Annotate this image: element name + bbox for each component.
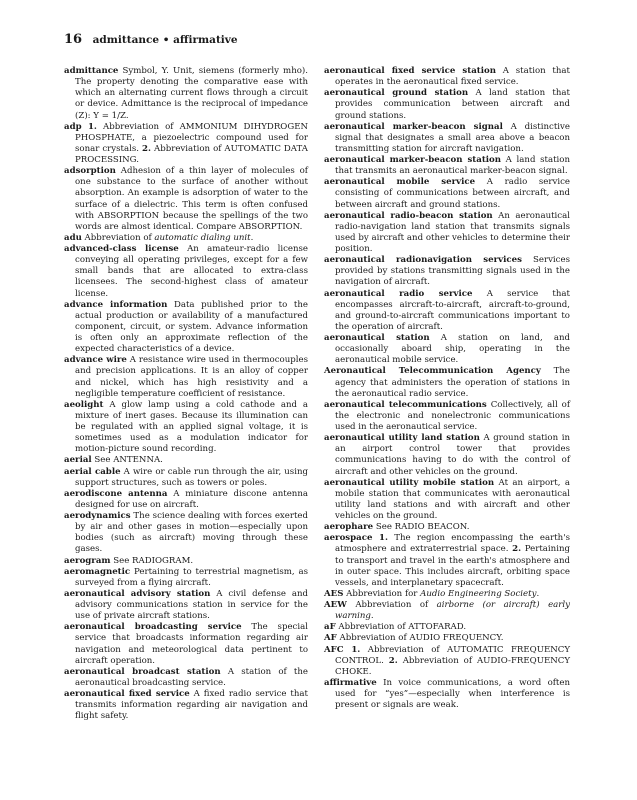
- right-column: [324, 66, 570, 711]
- entry-definition: Symbol, Y. Unit, siemens (formerly mho). The property denoting the comparative ease with which an alternating current flows through a circuit or device. Admittance is the reciprocal of impedance (Z): Y = 1/Z.: [75, 66, 308, 121]
- entry-definition: A fixed radio service that transmits information regarding air navigation and flight safety.: [75, 689, 308, 722]
- entry-definition: Abbreviation of AUTOMATIC FREQUENCY CONTROL.: [335, 644, 570, 666]
- sense-number: 2.: [388, 655, 398, 666]
- entry-definition: A glow lamp using a cold cathode and a mixture of inert gases. Because its illumination can be regulated with an applied signal voltage, it is sometimes used as a modulation indicator for motion-picture sound recording.: [75, 399, 308, 455]
- dictionary-entry: [324, 122, 570, 155]
- entry-definition: In voice communications, a word often used for “yes”—especially when interference is present or signals are weak.: [335, 677, 570, 711]
- entry-definition: Data published prior to the actual production or availability of a manufactured component, circuit, or system. Advance information is often only an approximate reflection of the expected characteristics of a device.: [75, 299, 308, 355]
- entry-headword: aeronautical fixed service station: [324, 66, 496, 76]
- entry-headword: aeronautical broadcasting service: [64, 622, 242, 633]
- dictionary-entry: [324, 633, 570, 644]
- dictionary-entry: [64, 567, 308, 589]
- entry-definition: A distinctive signal that designates a small area above a beacon transmitting station for aircraft navigation.: [335, 121, 570, 154]
- entry-definition: Pertaining to transport and travel in the earth's atmosphere and in outer space. This includes aircraft, orbiting space vessels, and interplanetary spacecraft.: [335, 544, 570, 588]
- entry-definition: A radio service consisting of communications between aircraft, and between aircraft and ground stations.: [335, 177, 570, 210]
- entry-definition: At an airport, a mobile station that communicates with aeronautical utility land stations and with aircraft and other vehicles on the ground.: [335, 477, 571, 521]
- entry-headword: aeronautical fixed service: [64, 689, 190, 699]
- dictionary-entry: [324, 66, 570, 88]
- dictionary-entry: [324, 400, 570, 433]
- dictionary-entry: [324, 333, 570, 366]
- entry-headword: AES: [324, 588, 344, 599]
- entry-headword: aeronautical telecommunications: [324, 399, 487, 410]
- entry-headword: adp: [64, 121, 82, 132]
- entry-headword: aerial: [64, 455, 92, 466]
- entry-headword: aeronautical utility mobile station: [324, 477, 495, 488]
- entry-definition: See RADIO BEACON.: [373, 522, 470, 533]
- entry-definition: Collectively, all of the electronic and nonelectronic communications used in the aeronautical service.: [335, 399, 570, 432]
- entry-headword: admittance: [64, 66, 119, 76]
- entry-headword: AFC: [324, 644, 344, 655]
- entry-italic-term: automatic dialing unit: [154, 232, 251, 243]
- dictionary-entry: [64, 667, 308, 689]
- dictionary-entry: [64, 244, 308, 300]
- entry-definition: Abbreviation of ATTOFARAD.: [335, 622, 467, 633]
- dictionary-entry: [324, 88, 570, 121]
- sense-number: 1.: [81, 121, 97, 132]
- entry-headword: Aeronautical Telecommunication Agency: [324, 366, 541, 377]
- entry-headword: aeolight: [64, 399, 104, 410]
- entry-definition: A station of the aeronautical broadcasting service.: [75, 666, 308, 688]
- entry-headword: aeronautical radio-beacon station: [324, 210, 493, 221]
- dictionary-entry: [64, 489, 308, 511]
- entry-definition: The agency that administers the operation of stations in the aeronautical radio service.: [335, 366, 570, 399]
- dictionary-entry: [64, 622, 308, 667]
- entry-definition: Abbreviation of AMMONIUM DIHYDROGEN PHOSPHATE, a piezoelectric compound used for sonar crystals.: [75, 121, 308, 154]
- dictionary-entry: [64, 233, 308, 244]
- dictionary-entry: [324, 533, 570, 589]
- entry-definition: Abbreviation of AUTOMATIC DATA PROCESSING.: [75, 143, 308, 165]
- entry-headword: aerogram: [64, 555, 111, 566]
- entry-definition: A land station that provides communication between aircraft and ground stations.: [335, 88, 570, 121]
- entry-definition: A civil defense and advisory communications station in service for the use of private aircraft stations.: [75, 588, 308, 622]
- dictionary-entry: [324, 478, 570, 523]
- entry-headword: AEW: [324, 600, 347, 610]
- entry-headword: aerial cable: [64, 466, 121, 477]
- entry-headword: aeronautical mobile service: [324, 177, 476, 188]
- entry-headword: aeronautical marker-beacon signal: [324, 121, 503, 132]
- entry-definition: Services provided by stations transmitting signals used in the navigation of aircraft.: [335, 255, 570, 288]
- dictionary-entry: [324, 522, 570, 533]
- entry-headword: aerophare: [324, 522, 374, 533]
- entry-headword: aeronautical advisory station: [64, 588, 211, 599]
- entry-definition: The region encompassing the earth's atmosphere and extraterrestrial space.: [335, 533, 570, 555]
- entry-definition: See RADIOGRAM.: [110, 555, 194, 566]
- dictionary-entry: [324, 211, 570, 256]
- dictionary-entry: [64, 400, 308, 456]
- sense-number: 1.: [343, 644, 361, 655]
- entry-headword: aeronautical radionavigation services: [324, 255, 522, 266]
- dictionary-entry: [324, 645, 570, 678]
- entry-definition: Abbreviation for: [343, 588, 421, 599]
- entry-headword: advance information: [64, 299, 168, 310]
- entry-headword: aF: [324, 622, 336, 633]
- dictionary-entry: [64, 589, 308, 622]
- dictionary-entry: [324, 155, 570, 177]
- entry-punctuation: .: [536, 588, 540, 599]
- sense-number: 2.: [142, 143, 152, 154]
- entry-headword: aerodiscone antenna: [64, 488, 168, 499]
- dictionary-entry: [324, 255, 570, 288]
- entry-definition: A service that encompasses aircraft-to-aircraft, aircraft-to-ground, and ground-to-aircraft communications important to the operation of aircraft.: [335, 288, 570, 332]
- dictionary-entry: [64, 467, 308, 489]
- dictionary-entry: [324, 589, 570, 600]
- entry-headword: adu: [64, 232, 82, 243]
- entry-headword: adsorption: [64, 166, 116, 177]
- dictionary-entry: [324, 433, 570, 478]
- entry-headword: aeromagnetic: [64, 566, 131, 577]
- entry-definition: Pertaining to terrestrial magnetism, as surveyed from a flying aircraft.: [75, 566, 308, 588]
- entry-italic-term: Audio Engineering Society: [420, 588, 537, 599]
- page-number: 16: [64, 32, 83, 47]
- entry-definition: A station that operates in the aeronautical fixed service.: [335, 66, 570, 88]
- entry-headword: AF: [324, 633, 337, 644]
- entry-definition: An aeronautical radio-navigation land station that transmits signals used by aircraft and other vehicles to determine their position.: [335, 210, 570, 254]
- entry-headword: advanced-class license: [64, 244, 179, 254]
- left-column: [64, 66, 308, 722]
- dictionary-entry: [324, 289, 570, 334]
- sense-number: 1.: [372, 533, 388, 544]
- dictionary-entry: [64, 355, 308, 400]
- dictionary-entry: [64, 166, 308, 233]
- dictionary-entry: [64, 66, 308, 122]
- entry-definition: A resistance wire used in thermocouples and precision applications. It is an alloy of copper and nickel, which has high resistivity and a negligible temperature coefficient of resistance.: [75, 355, 308, 399]
- dictionary-entry: [324, 366, 570, 399]
- entry-definition: An amateur-radio license conveying all operating privileges, except for a few small bands that are allocated to extra-class licensees. The second-highest class of amateur license.: [75, 244, 308, 299]
- entry-headword: aeronautical station: [324, 333, 430, 343]
- entry-definition: The science dealing with forces exerted by air and other gases in motion—especially upon bodies (such as aircraft) moving through these gases.: [75, 511, 308, 555]
- entry-headword: aeronautical broadcast station: [64, 666, 221, 677]
- entry-headword: aeronautical utility land station: [324, 433, 480, 444]
- entry-headword: aeronautical radio service: [324, 288, 473, 299]
- entry-headword: advance wire: [64, 355, 127, 366]
- dictionary-entry: [324, 600, 570, 622]
- entry-definition: Abbreviation of: [346, 600, 437, 610]
- entry-headword: affirmative: [324, 677, 377, 688]
- entry-punctuation: .: [250, 232, 254, 243]
- entry-definition: A station on land, and occasionally aboard ship, operating in the aeronautical mobile service.: [335, 333, 570, 366]
- entry-definition: See ANTENNA.: [91, 455, 163, 466]
- page-header: [64, 32, 574, 47]
- entry-punctuation: .: [370, 611, 374, 622]
- entry-definition: A wire or cable run through the air, using support structures, such as towers or poles.: [75, 466, 309, 488]
- entry-headword: aeronautical marker-beacon station: [324, 155, 502, 165]
- entry-italic-term: airborne (or aircraft) early warning: [335, 600, 570, 622]
- dictionary-entry: [324, 622, 570, 633]
- dictionary-entry: [64, 455, 308, 466]
- entry-definition: A land station that transmits an aeronautical marker-beacon signal.: [335, 155, 570, 177]
- dictionary-entry: [64, 511, 308, 556]
- dictionary-entry: [64, 300, 308, 356]
- entry-headword: aeronautical ground station: [324, 88, 469, 99]
- entry-definition: Adhesion of a thin layer of molecules of one substance to the surface of another without absorption. An example is adsorption of water to the surface of a dielectric. This term is often confused with ABSORPTION because the spellings of the two words are almost identical. Compare ABSORPTION.: [75, 166, 308, 232]
- dictionary-entry: [64, 556, 308, 567]
- guide-words: admittance • affirmative: [92, 34, 238, 46]
- entry-definition: The special service that broadcasts information regarding air navigation and meteorological data pertinent to aircraft operation.: [75, 622, 308, 666]
- dictionary-entry: [64, 689, 308, 722]
- dictionary-entry: [64, 122, 308, 167]
- dictionary-entry: [324, 678, 570, 711]
- entry-headword: aerodynamics: [64, 511, 131, 521]
- entry-definition: Abbreviation of: [81, 232, 155, 243]
- entry-definition: Abbreviation of AUDIO FREQUENCY.: [336, 633, 504, 644]
- entry-definition: A ground station in an airport control tower that provides communications having to do with the control of aircraft and other vehicles on the ground.: [335, 433, 570, 477]
- entry-headword: aerospace: [324, 533, 373, 544]
- entry-definition: Abbreviation of AUDIO-FREQUENCY CHOKE.: [335, 655, 570, 677]
- sense-number: 2.: [512, 544, 522, 555]
- dictionary-entry: [324, 177, 570, 210]
- entry-definition: A miniature discone antenna designed for use on aircraft.: [75, 488, 308, 510]
